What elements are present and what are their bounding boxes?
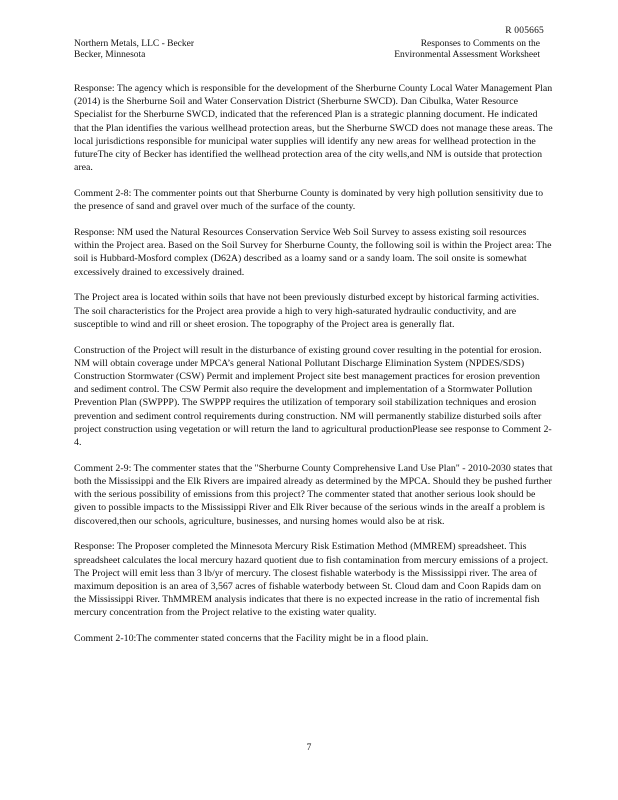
header-location: Becker, Minnesota bbox=[74, 50, 146, 60]
header-left bbox=[74, 39, 194, 61]
response-soil-survey: Response: NM used the Natural Resources Conservation Service Web Soil Survey to assess existing soil resources within the Project area. Based on the Soil Survey for Sherburne County, the following soil is within the Project area: The soil is Hubbard-Mosford complex (D62A) described as a loamy sand or a sandy loam. The soil onsite is somewhat excessively drained to excessively drained. bbox=[74, 227, 552, 278]
comment-2-10: Comment 2-10:The commenter stated concerns that the Facility might be in a flood plain. bbox=[74, 633, 429, 645]
header-title-line2: Environmental Assessment Worksheet bbox=[394, 50, 540, 60]
document-body bbox=[74, 82, 554, 658]
header-right bbox=[394, 39, 540, 61]
bates-number: R 005665 bbox=[505, 26, 544, 36]
page-number: 7 bbox=[306, 743, 312, 753]
header-title-line1: Responses to Comments on the bbox=[420, 39, 540, 49]
paragraph-soil-characteristics: The Project area is located within soils that have not been previously disturbed except by historical farming activities. The soil characteristics for the Project area provide a high to very high-saturated hydraulic conductivity, and are susceptible to wind and rill or sheet erosion. The topography of the Project area is generally flat. bbox=[74, 292, 540, 330]
response-mmrem: Response: The Proposer completed the Minnesota Mercury Risk Estimation Method (MMREM) spreadsheet. This spreadsheet calculates the local mercury hazard quotient due to fish contamination from mercury emissions of a project. The Project will emit less than 3 lb/yr of mercury. The closest fishable waterbody is the Mississippi river. The area of maximum deposition is an area of 3,567 acres of fishable waterbody between St. Cloud dam and Coon Rapids dam on the Mississippi River. ThMMREM analysis indicates that there is no expected increase in the ratio of incremental fish mercury concentration from the Project relative to the existing water quality. bbox=[74, 541, 549, 619]
header-company: Northern Metals, LLC - Becker bbox=[74, 39, 195, 49]
comment-2-8: Comment 2-8: The commenter points out that Sherburne County is dominated by very high pollution sensitivity due to the presence of sand and gravel over much of the surface of the county. bbox=[74, 188, 544, 213]
response-wellhead: Response: The agency which is responsible for the development of the Sherburne County Local Water Management Plan (2014) is the Sherburne Soil and Water Conservation District (Sherburne SWCD). Dan Cibulka, Water Resource Specialist for the Sherburne SWCD, indicated that the referenced Plan is a strategic planning document. He indicated that the Plan identifies the various wellhead protection areas, but the Sherburne SWCD does not manage these areas. The local jurisdictions responsible for municipal water supplies will identify any new areas for wellhead protection in the futureThe city of Becker has identified the wellhead protection area of the city wells,and NM is outside that protection area. bbox=[74, 83, 553, 174]
comment-2-9: Comment 2-9: The commenter states that the "Sherburne County Comprehensive Land Use Plan" - 2010-2030 states that both the Mississippi and the Elk Rivers are impaired already as determined by the MPCA. Should they be pushed further with the serious possibility of emissions from this project? The commenter stated that another serious look should be given to possible impacts to the Mississippi River and Elk River because of the serious winds in the areaIf a problem is discovered,then our schools, agriculture, businesses, and nursing homes would also be at risk. bbox=[74, 462, 553, 527]
paragraph-construction-erosion: Construction of the Project will result in the disturbance of existing ground cover resulting in the potential for erosion. NM will obtain coverage under MPCA’s general National Pollutant Discharge Elimination System (NPDES/SDS) Construction Stormwater (CSW) Permit and implement Project site best management practices for erosion prevention and sediment control. The CSW Permit also require the development and implementation of a Stormwater Pollution Prevention Plan (SWPPP). The SWPPP requires the utilization of temporary soil stabilization techniques and erosion prevention and sediment control requirements during construction. NM will permanently stabilize disturbed soils after project construction using vegetation or will return the land to agricultural productionPlease see response to Comment 2-4. bbox=[74, 344, 552, 449]
